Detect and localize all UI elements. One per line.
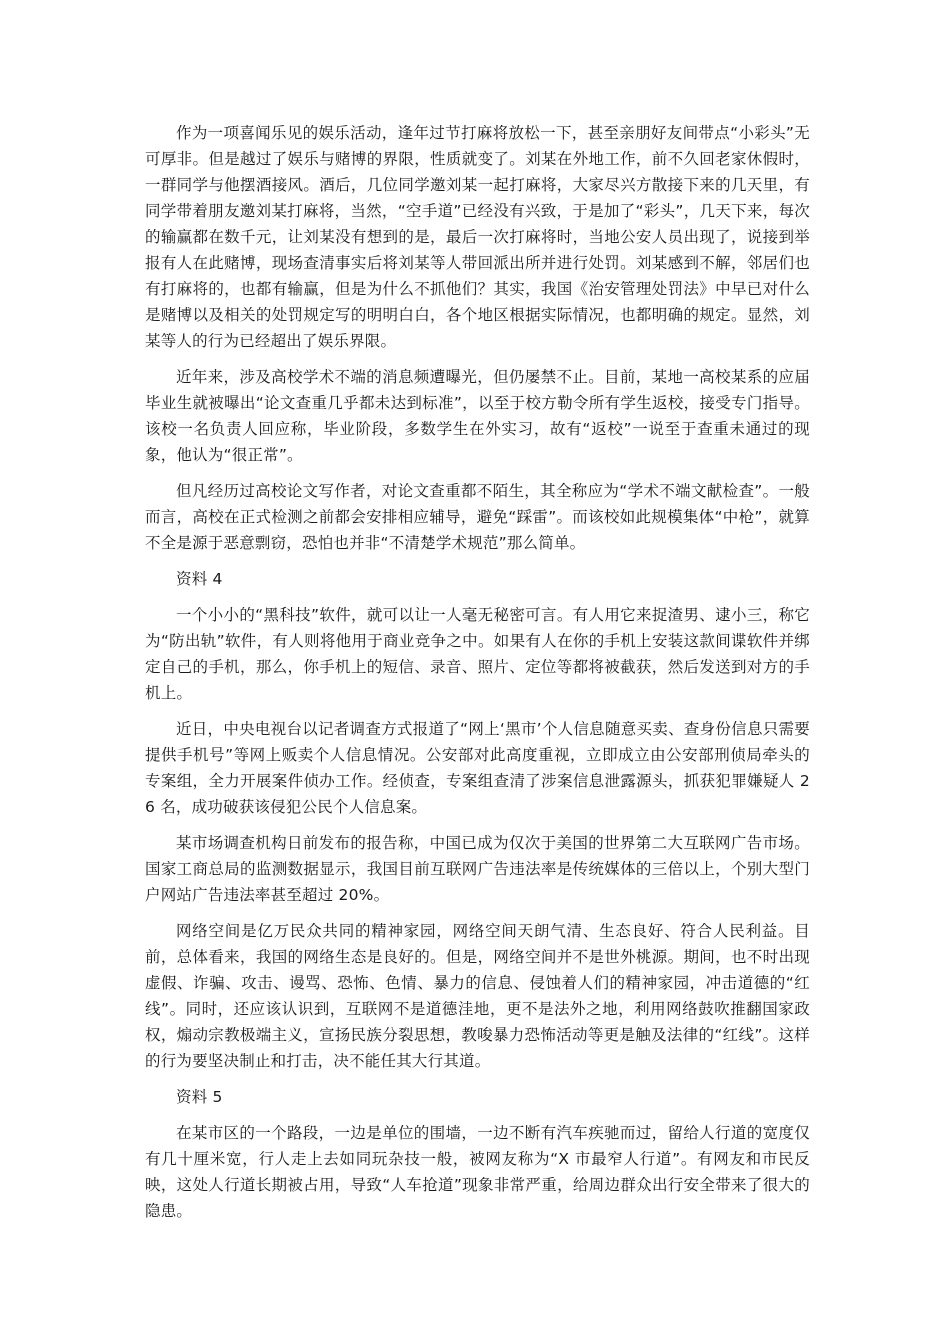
section-heading-material-5: 资料 5 (176, 1088, 223, 1106)
paragraph-gambling: 作为一项喜闻乐见的娱乐活动，逢年过节打麻将放松一下，甚至亲朋好友间带点“小彩头”无可厚非。但是越过了娱乐与赌博的界限，性质就变了。刘某在外地工作，前不久回老家休假时，一群同学与他摆酒接风。酒后，几位同学邀刘某一起打麻将，大家尽兴方散接下来的几天里，有同学带着朋友邀刘某打麻将，当然，“空手道”已经没有兴致，于是加了“彩头”，几天下来，每次的输赢都在数千元，让刘某没有想到的是，最后一次打麻将时，当地公安人员出现了，说接到举报有人在此赌博，现场查清事实后将刘某等人带回派出所并进行处罚。刘某感到不解，邻居们也有打麻将的，也都有输赢，但是为什么不抓他们？其实，我国《治安管理处罚法》中早已对什么是赌博以及相关的处罚规定写的明明白白，各个地区根据实际情况，也都明确的规定。显然，刘某等人的行为已经超出了娱乐界限。 (145, 124, 810, 350)
section-heading-material-4: 资料 4 (176, 570, 223, 588)
paragraph-personal-info: 近日，中央电视台以记者调查方式报道了“网上‘黑市’个人信息随意买卖、查身份信息只需要提供手机号”等网上贩卖个人信息情况。公安部对此高度重视，立即成立由公安部刑侦局牵头的专案组，全力开展案件侦办工作。经侦查，专案组查清了涉案信息泄露源头，抓获犯罪嫌疑人 26 名，成功破获该侵犯公民个人信息案。 (145, 720, 810, 816)
paragraph-sidewalk: 在某市区的一个路段，一边是单位的围墙，一边不断有汽车疾驰而过，留给人行道的宽度仅有几十厘米宽，行人走上去如同玩杂技一般，被网友称为“X 市最窄人行道”。有网友和市民反映，这处人行道长期被占用，导致“人车抢道”现象非常严重，给周边群众出行安全带来了很大的隐患。 (145, 1124, 810, 1220)
paragraph-internet-ads: 某市场调查机构日前发布的报告称，中国已成为仅次于美国的世界第二大互联网广告市场。国家工商总局的监测数据显示，我国目前互联网广告违法率是传统媒体的三倍以上，个别大型门户网站广告违法率甚至超过 20%。 (145, 834, 810, 904)
paragraph-plagiarism-check: 但凡经历过高校论文写作者，对论文查重都不陌生，其全称应为“学术不端文献检查”。一般而言，高校在正式检测之前都会安排相应辅导，避免“踩雷”。而该校如此规模集体“中枪”，就算不全是源于恶意剽窃，恐怕也并非“不清楚学术规范”那么简单。 (145, 482, 810, 552)
document-page (145, 120, 810, 1234)
paragraph-spyware: 一个小小的“黑科技”软件，就可以让一人毫无秘密可言。有人用它来捉渣男、逮小三，称它为“防出轨”软件，有人则将他用于商业竞争之中。如果有人在你的手机上安装这款间谍软件并绑定自己的手机，那么，你手机上的短信、录音、照片、定位等都将被截获，然后发送到对方的手机上。 (145, 606, 810, 702)
paragraph-academic-misconduct: 近年来，涉及高校学术不端的消息频遭曝光，但仍屡禁不止。目前，某地一高校某系的应届毕业生就被曝出“论文查重几乎都未达到标准”，以至于校方勒令所有学生返校，接受专门指导。该校一名负责人回应称，毕业阶段，多数学生在外实习，故有“返校”一说至于查重未通过的现象，他认为“很正常”。 (145, 368, 810, 464)
paragraph-cyberspace: 网络空间是亿万民众共同的精神家园，网络空间天朗气清、生态良好、符合人民利益。目前，总体看来，我国的网络生态是良好的。但是，网络空间并不是世外桃源。期间，也不时出现虚假、诈骗、攻击、谩骂、恐怖、色情、暴力的信息、侵蚀着人们的精神家园，冲击道德的“红线”。同时，还应该认识到，互联网不是道德洼地，更不是法外之地，利用网络鼓吹推翻国家政权，煽动宗教极端主义，宣扬民族分裂思想，教唆暴力恐怖活动等更是触及法律的“红线”。这样的行为要坚决制止和打击，决不能任其大行其道。 (145, 922, 810, 1070)
